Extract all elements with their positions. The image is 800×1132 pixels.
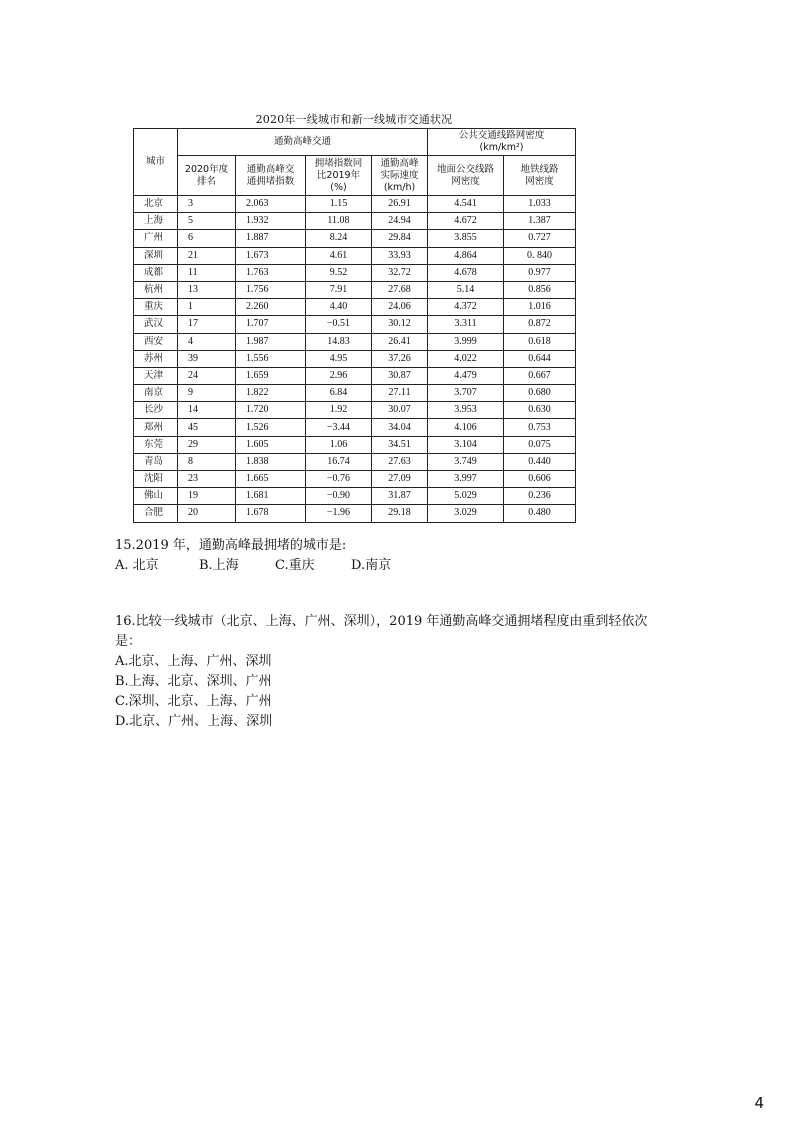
table-title: 2020年一线城市和新一线城市交通状况 [255,113,453,126]
cell-congestion-index: 1.659 [236,367,306,384]
table-row [134,213,576,230]
cell-congestion-index: 1.681 [236,488,306,505]
cell-metro-density: 0.606 [504,471,576,488]
cell-city: 佛山 [134,488,178,505]
cell-city: 武汉 [134,316,178,333]
cell-rank: 39 [178,350,236,367]
cell-change: −0.76 [306,471,372,488]
cell-change: −0.51 [306,316,372,333]
cell-rank: 5 [178,213,236,230]
cell-congestion-index: 1.526 [236,419,306,436]
cell-bus-density: 3.953 [428,402,504,419]
cell-bus-density: 3.104 [428,436,504,453]
cell-speed: 27.63 [372,453,428,470]
q15-option-a: A. 北京 [115,558,159,573]
cell-congestion-index: 1.707 [236,316,306,333]
cell-change: 1.92 [306,402,372,419]
cell-change: 4.40 [306,299,372,316]
group-header-transit-density-unit: (km/km²) [479,142,524,153]
cell-city: 广州 [134,230,178,247]
cell-congestion-index: 2.260 [236,299,306,316]
cell-city: 北京 [134,196,178,213]
cell-rank: 14 [178,402,236,419]
cell-speed: 24.94 [372,213,428,230]
cell-congestion-index: 1.665 [236,471,306,488]
cell-bus-density: 4.372 [428,299,504,316]
cell-change: 1.15 [306,196,372,213]
q16-option-a: A.北京、上海、广州、深圳 [115,654,272,669]
table-row [134,281,576,298]
cell-speed: 33.93 [372,247,428,264]
cell-bus-density: 3.749 [428,453,504,470]
cell-metro-density: 0.440 [504,453,576,470]
cell-rank: 4 [178,333,236,350]
question-15-stem: 15.2019 年，通勤高峰最拥堵的城市是: [115,538,347,553]
table-row [134,453,576,470]
cell-congestion-index: 1.838 [236,453,306,470]
cell-rank: 24 [178,367,236,384]
group-header-commute: 通勤高峰交通 [178,129,428,156]
cell-speed: 26.41 [372,333,428,350]
q16-option-c: C.深圳、北京、上海、广州 [115,694,272,709]
cell-metro-density: 1.016 [504,299,576,316]
cell-metro-density: 1.387 [504,213,576,230]
cell-city: 东莞 [134,436,178,453]
cell-metro-density: 0.236 [504,488,576,505]
cell-city: 合肥 [134,505,178,522]
cell-city: 青岛 [134,453,178,470]
cell-metro-density: 0.977 [504,264,576,281]
cell-congestion-index: 1.987 [236,333,306,350]
cell-metro-density: 0.075 [504,436,576,453]
cell-bus-density: 3.707 [428,385,504,402]
cell-metro-density: 0.618 [504,333,576,350]
table-row [134,247,576,264]
cell-rank: 23 [178,471,236,488]
cell-bus-density: 4.106 [428,419,504,436]
cell-congestion-index: 2.063 [236,196,306,213]
question-16-stem-line2: 是： [115,634,142,649]
cell-congestion-index: 1.756 [236,281,306,298]
cell-congestion-index: 1.720 [236,402,306,419]
cell-change: 14.83 [306,333,372,350]
cell-bus-density: 4.541 [428,196,504,213]
cell-speed: 27.68 [372,281,428,298]
cell-congestion-index: 1.673 [236,247,306,264]
table-row [134,196,576,213]
cell-bus-density: 4.479 [428,367,504,384]
cell-city: 南京 [134,385,178,402]
cell-metro-density: 0.856 [504,281,576,298]
cell-speed: 29.84 [372,230,428,247]
table-row [134,230,576,247]
cell-congestion-index: 1.822 [236,385,306,402]
cell-metro-density: 0.630 [504,402,576,419]
page-number: 4 [754,1094,764,1112]
cell-speed: 34.04 [372,419,428,436]
cell-bus-density: 5.14 [428,281,504,298]
table-row [134,436,576,453]
cell-speed: 32.72 [372,264,428,281]
cell-city: 郑州 [134,419,178,436]
cell-rank: 3 [178,196,236,213]
cell-change: 9.52 [306,264,372,281]
q16-option-b: B.上海、北京、深圳、广州 [115,674,272,689]
cell-rank: 19 [178,488,236,505]
col-header-speed: 通勤高峰 实际速度 (km/h) [372,156,428,196]
cell-bus-density: 3.855 [428,230,504,247]
cell-congestion-index: 1.556 [236,350,306,367]
table-row [134,488,576,505]
table-row [134,316,576,333]
cell-bus-density: 4.022 [428,350,504,367]
q15-option-d: D.南京 [351,558,392,573]
cell-speed: 27.09 [372,471,428,488]
cell-speed: 30.12 [372,316,428,333]
cell-city: 苏州 [134,350,178,367]
cell-bus-density: 3.997 [428,471,504,488]
cell-change: −3.44 [306,419,372,436]
cell-city: 杭州 [134,281,178,298]
cell-rank: 1 [178,299,236,316]
table-row [134,367,576,384]
cell-congestion-index: 1.932 [236,213,306,230]
cell-metro-density: 1.033 [504,196,576,213]
table-row [134,419,576,436]
cell-metro-density: 0.680 [504,385,576,402]
cell-change: −0.90 [306,488,372,505]
cell-bus-density: 4.864 [428,247,504,264]
cell-speed: 29.18 [372,505,428,522]
cell-rank: 21 [178,247,236,264]
q16-option-d: D.北京、广州、上海、深圳 [115,714,273,729]
cell-rank: 17 [178,316,236,333]
cell-speed: 24.06 [372,299,428,316]
col-header-bus-density: 地面公交线路 网密度 [428,156,504,196]
cell-metro-density: 0. 840 [504,247,576,264]
table-row [134,333,576,350]
cell-bus-density: 3.029 [428,505,504,522]
cell-bus-density: 5.029 [428,488,504,505]
cell-speed: 30.87 [372,367,428,384]
cell-city: 深圳 [134,247,178,264]
cell-metro-density: 0.644 [504,350,576,367]
cell-congestion-index: 1.678 [236,505,306,522]
col-header-metro-density: 地铁线路 网密度 [504,156,576,196]
question-16-stem-line1: 16.比较一线城市（北京、上海、广州、深圳），2019 年通勤高峰交通拥堵程度由重到轻依次 [115,614,648,629]
group-header-transit-density [428,129,576,156]
cell-metro-density: 0.872 [504,316,576,333]
cell-speed: 31.87 [372,488,428,505]
table-row [134,402,576,419]
cell-rank: 6 [178,230,236,247]
cell-rank: 8 [178,453,236,470]
cell-city: 重庆 [134,299,178,316]
cell-city: 沈阳 [134,471,178,488]
cell-congestion-index: 1.605 [236,436,306,453]
q15-option-b: B.上海 [199,558,239,573]
cell-rank: 20 [178,505,236,522]
cell-change: 6.84 [306,385,372,402]
cell-rank: 11 [178,264,236,281]
traffic-table [133,128,576,523]
cell-bus-density: 4.672 [428,213,504,230]
cell-change: 1.06 [306,436,372,453]
cell-bus-density: 3.311 [428,316,504,333]
cell-change: 4.61 [306,247,372,264]
cell-metro-density: 0.753 [504,419,576,436]
cell-rank: 9 [178,385,236,402]
table-row [134,471,576,488]
col-header-rank: 2020年度 排名 [178,156,236,196]
question-15-options [115,556,391,576]
cell-speed: 34.51 [372,436,428,453]
cell-change: −1.96 [306,505,372,522]
cell-change: 4.95 [306,350,372,367]
cell-speed: 37.26 [372,350,428,367]
cell-rank: 29 [178,436,236,453]
col-header-change: 拥堵指数同 比2019年 (%) [306,156,372,196]
cell-metro-density: 0.727 [504,230,576,247]
cell-change: 8.24 [306,230,372,247]
cell-city: 长沙 [134,402,178,419]
group-header-transit-density-line1: 公共交通线路网密度 [458,130,545,141]
cell-change: 16.74 [306,453,372,470]
cell-change: 7.91 [306,281,372,298]
table-row [134,505,576,522]
cell-bus-density: 3.999 [428,333,504,350]
cell-metro-density: 0.480 [504,505,576,522]
table-row [134,299,576,316]
table-body [134,196,576,523]
cell-rank: 45 [178,419,236,436]
cell-speed: 27.11 [372,385,428,402]
cell-congestion-index: 1.763 [236,264,306,281]
col-header-city: 城市 [134,129,178,196]
cell-change: 11.08 [306,213,372,230]
cell-city: 成都 [134,264,178,281]
cell-bus-density: 4.678 [428,264,504,281]
table-row [134,350,576,367]
q15-option-c: C.重庆 [275,558,315,573]
cell-speed: 30.07 [372,402,428,419]
cell-change: 2.96 [306,367,372,384]
cell-city: 天津 [134,367,178,384]
cell-speed: 26.91 [372,196,428,213]
cell-metro-density: 0.667 [504,367,576,384]
cell-congestion-index: 1.887 [236,230,306,247]
col-header-congestion-index: 通勤高峰交 通拥堵指数 [236,156,306,196]
cell-city: 上海 [134,213,178,230]
table-row [134,385,576,402]
table-row [134,264,576,281]
cell-city: 西安 [134,333,178,350]
cell-rank: 13 [178,281,236,298]
